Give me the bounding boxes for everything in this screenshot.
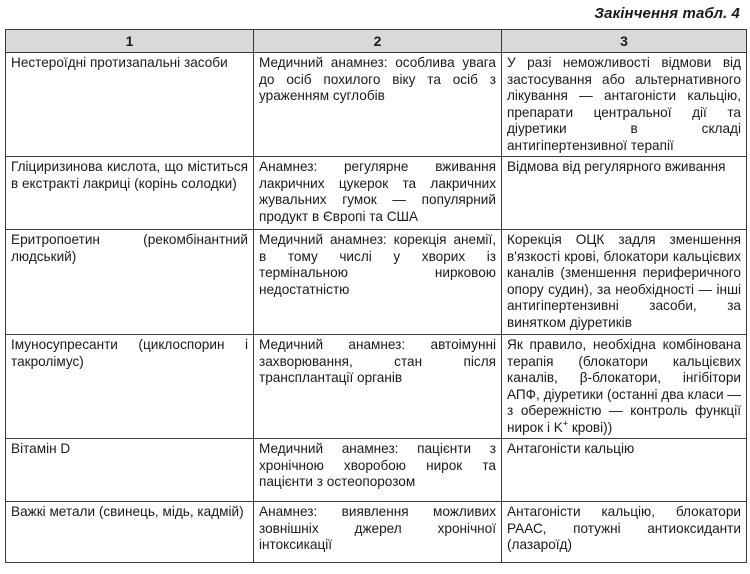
anamnesis-cell: Медичний анамнез: автоімунні захворювання, стан після трансплантації органів <box>254 335 502 439</box>
drug-hypertension-table <box>5 29 747 563</box>
table-row <box>6 335 747 439</box>
therapy-cell: Антагоністи кальцію <box>502 439 747 502</box>
substance-cell: Важкі метали (свинець, мідь, кадмій) <box>6 502 254 563</box>
substance-cell: Гліциризинова кислота, що міститься в екстракті лакриці (корінь солодки) <box>6 157 254 230</box>
substance-cell: Еритропоетин (рекомбінантний людський) <box>6 230 254 335</box>
therapy-cell: У разі неможливості відмови від застосування або альтернативного лікування — антагоністи кальцію, препарати центральної дії та діуретики в складі антигіпертензивної терапії <box>502 53 747 157</box>
anamnesis-cell: Медичний анамнез: пацієнти з хронічною хворобою нирок та пацієнти з остеопорозом <box>254 439 502 502</box>
therapy-cell: Відмова від регулярного вживання <box>502 157 747 230</box>
anamnesis-cell: Анамнез: виявлення можливих зовнішніх джерел хронічної інтоксикації <box>254 502 502 563</box>
potassium-superscript: + <box>562 417 569 428</box>
therapy-text: Як правило, необхідна комбінована терапія (блокатори кальцієвих каналів, β-блокатори, інгібітори АПФ, діуретики (останні два класи — з обережністю — контроль функції нирок і K <box>507 337 741 435</box>
therapy-cell <box>502 335 747 439</box>
anamnesis-cell: Анамнез: регулярне вживання лакричних цукерок та лакричних жувальних гумок — популярний продукт в Європі та США <box>254 157 502 230</box>
substance-cell: Нестероїдні протизапальні засоби <box>6 53 254 157</box>
substance-cell: Вітамін D <box>6 439 254 502</box>
table-row <box>6 157 747 230</box>
therapy-cell: Корекція ОЦК задля зменшення в'язкості крові, блокатори кальцієвих каналів (зменшення периферичного опору судин), за необхідності — інші антигіпертензивні засоби, за винятком діуретиків <box>502 230 747 335</box>
therapy-text-end: крові)) <box>568 419 613 435</box>
table-row <box>6 439 747 502</box>
column-header-2: 2 <box>254 30 502 53</box>
table-row <box>6 230 747 335</box>
table-row <box>6 53 747 157</box>
therapy-cell: Антагоністи кальцію, блокатори РААС, потужні антиоксиданти (лазароїд) <box>502 502 747 563</box>
substance-cell: Імуносупресанти (циклоспорин і такролімус) <box>6 335 254 439</box>
header-row <box>6 30 747 53</box>
column-header-3: 3 <box>502 30 747 53</box>
anamnesis-cell: Медичний анамнез: корекція анемії, в тому числі у хворих із термінальною нирковою недостатністю <box>254 230 502 335</box>
anamnesis-cell: Медичний анамнез: особлива увага до осіб похилого віку та осіб з ураженням суглобів <box>254 53 502 157</box>
table-caption: Закінчення табл. 4 <box>594 5 740 22</box>
column-header-1: 1 <box>6 30 254 53</box>
table-row <box>6 502 747 563</box>
